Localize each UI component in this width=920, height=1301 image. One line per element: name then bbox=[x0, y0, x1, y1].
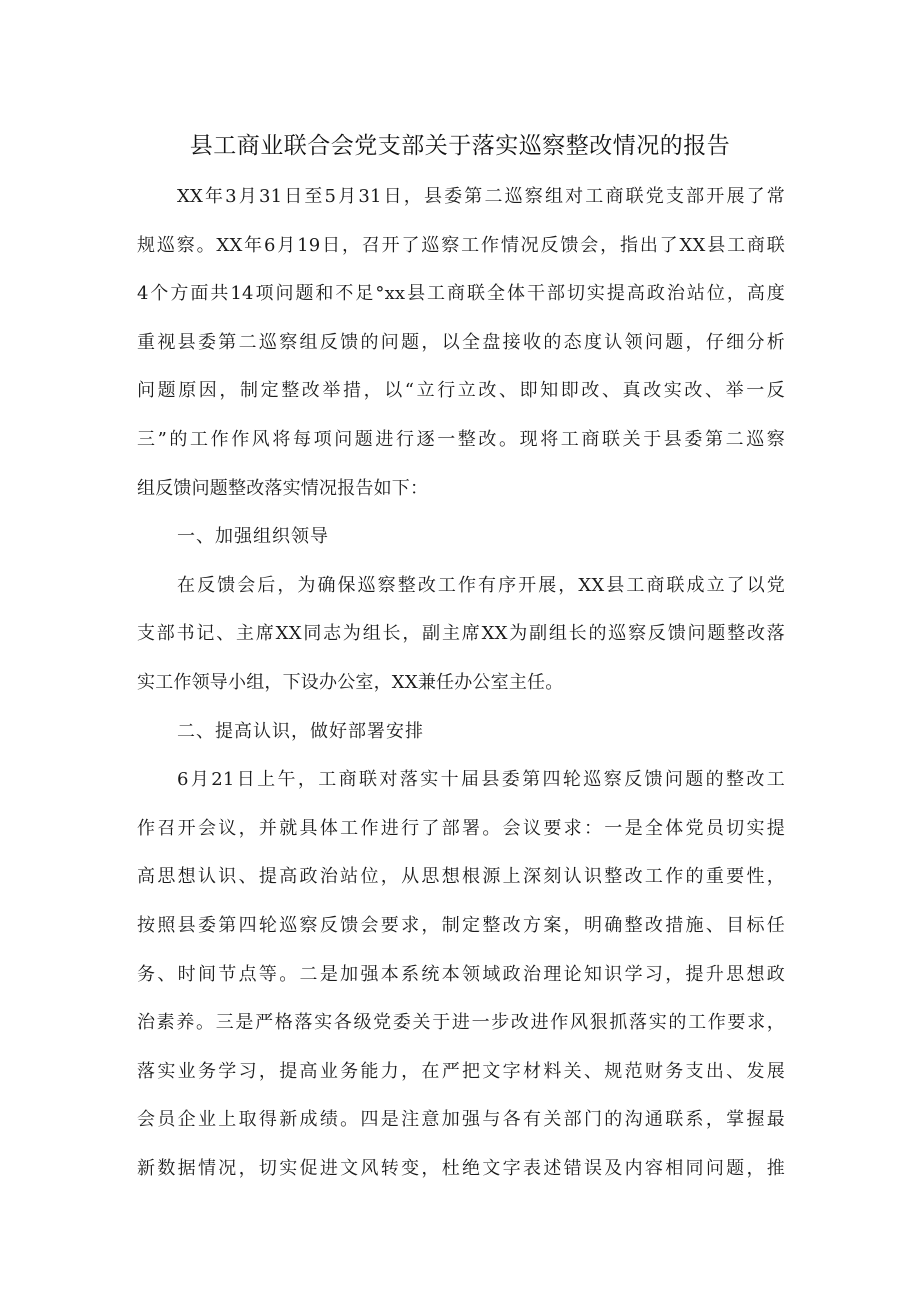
paragraph-line: 6月21日上午，工商联对落实十届县委第四轮巡察反馈问题的整改工 bbox=[177, 769, 785, 791]
paragraph-line: 在反馈会后，为确保巡察整改工作有序开展，XX县工商联成立了以党 bbox=[177, 574, 785, 596]
paragraph-line: 问题原因，制定整改举措，以“立行立改、即知即改、真改实改、举一反 bbox=[137, 380, 785, 402]
paragraph-line: 落实业务学习，提高业务能力，在严把文字材料关、规范财务支出、发展 bbox=[137, 1060, 785, 1082]
document-title: 县工商业联合会党支部关于落实巡察整改情况的报告 bbox=[189, 133, 731, 159]
paragraph-line: 治素养。三是严格落实各级党委关于进一步改进作风狠抓落实的工作要求， bbox=[137, 1012, 785, 1034]
paragraph-line: 按照县委第四轮巡察反馈会要求，制定整改方案，明确整改措施、目标任 bbox=[137, 914, 785, 936]
paragraph-line: 重视县委第二巡察组反馈的问题，以全盘接收的态度认领问题，仔细分析 bbox=[137, 331, 785, 353]
section-heading: 一、加强组织领导 bbox=[177, 526, 329, 548]
paragraph-line: 规巡察。XX年6月19日，召开了巡察工作情况反馈会，指出了XX县工商联 bbox=[137, 234, 785, 256]
paragraph-line: 组反馈问题整改落实情况报告如下： bbox=[137, 477, 429, 499]
paragraph-line: 三”的工作作风将每项问题进行逐一整改。现将工商联关于县委第二巡察 bbox=[137, 428, 785, 450]
paragraph-line: 作召开会议，并就具体工作进行了部署。会议要求：一是全体党员切实提 bbox=[137, 817, 785, 839]
paragraph-line: 高思想认识、提高政治站位，从思想根源上深刻认识整改工作的重要性， bbox=[137, 866, 785, 888]
paragraph-line: 务、时间节点等。二是加强本系统本领域政治理论知识学习，提升思想政 bbox=[137, 963, 785, 985]
paragraph-line: 支部书记、主席XX同志为组长，副主席XX为副组长的巡察反馈问题整改落 bbox=[137, 623, 785, 645]
paragraph-line: 实工作领导小组，下设办公室，XX兼任办公室主任。 bbox=[137, 671, 564, 693]
paragraph-line: 会员企业上取得新成绩。四是注意加强与各有关部门的沟通联系，掌握最 bbox=[137, 1109, 785, 1131]
paragraph-line: XX年3月31日至5月31日，县委第二巡察组对工商联党支部开展了常 bbox=[177, 186, 785, 207]
paragraph-line: 新数据情况，切实促进文风转变，杜绝文字表述错误及内容相同问题，推 bbox=[137, 1157, 785, 1179]
section-heading: 二、提高认识，做好部署安排 bbox=[177, 720, 424, 742]
paragraph-line: 4个方面共14项问题和不足°xx县工商联全体干部切实提高政治站位，高度 bbox=[137, 283, 785, 305]
document-body bbox=[137, 173, 785, 1193]
